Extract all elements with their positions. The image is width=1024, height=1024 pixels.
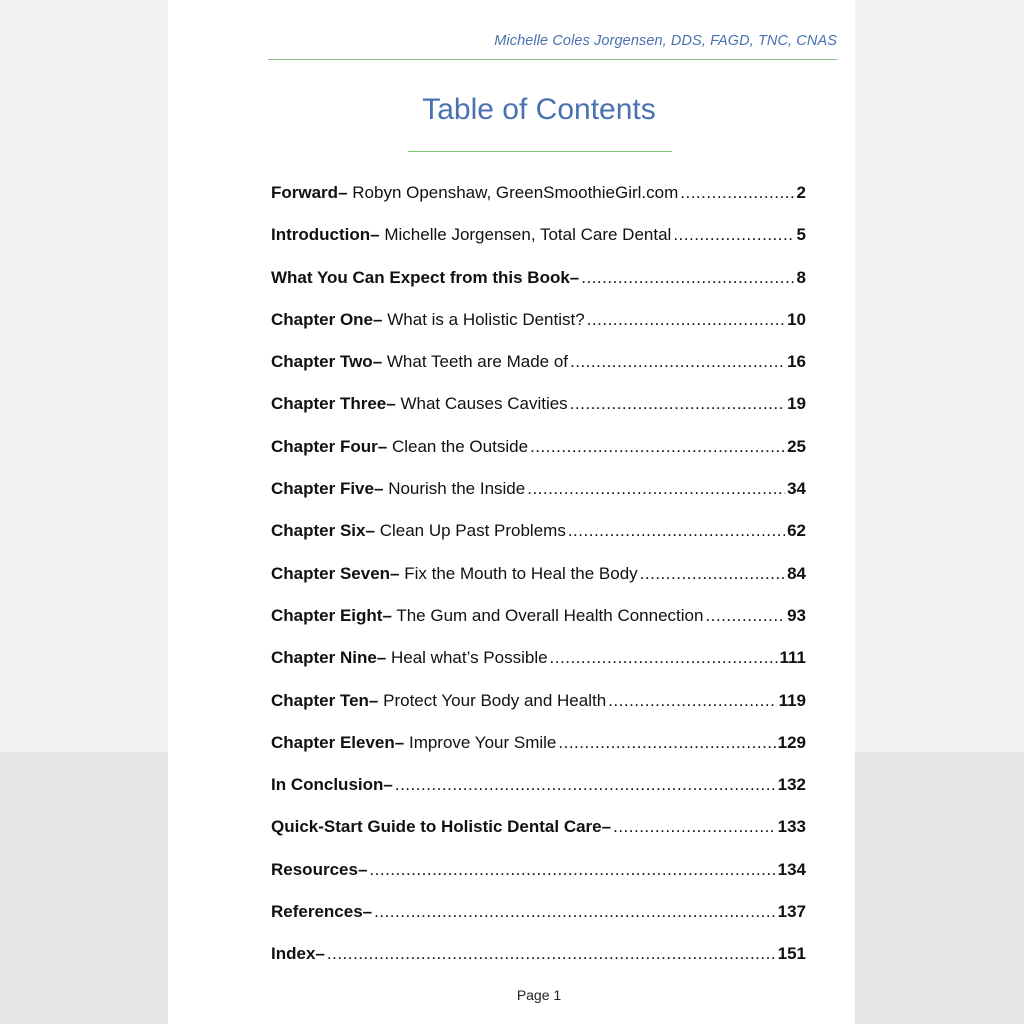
toc-entry-page-number: 5 [796,225,806,245]
toc-entry-heading: What You Can Expect from this Book [271,267,570,287]
toc-entry-dash: – [357,859,368,879]
toc-entry-subtitle: Robyn Openshaw, GreenSmoothieGirl.com [352,183,679,202]
toc-entry-subtitle: What is a Holistic Dentist? [387,309,585,329]
toc-dot-leader [581,268,794,288]
toc-entry-label [271,564,638,584]
toc-entry-page-number: 134 [777,859,806,879]
toc-entry-label [271,606,703,626]
toc-dot-leader [705,606,785,626]
toc-entry[interactable] [271,944,806,986]
toc-entry[interactable] [271,648,806,690]
toc-entry-dash: – [362,902,373,922]
toc-dot-leader [327,944,776,964]
toc-entry-label [271,183,678,203]
toc-entry-page-number: 10 [787,309,806,329]
toc-entry-dash: – [368,690,379,710]
toc-entry-heading: Index [271,944,316,964]
toc-entry-label [271,733,556,753]
toc-entry-heading: Chapter Ten [271,690,369,710]
toc-entry-page-number: 93 [787,605,806,625]
toc-entry-page-number: 16 [787,352,806,372]
toc-entry-dash: – [376,648,387,668]
toc-entry-heading: Chapter Eight [271,605,383,625]
toc-entry-subtitle: What Causes Cavities [400,394,568,414]
page-number: Page 1 [516,987,562,1003]
toc-entry-label [271,394,568,414]
toc-entry-heading: Chapter Two [271,352,373,372]
toc-entry-heading: Chapter One [271,309,374,329]
toc-entry[interactable] [271,860,806,902]
toc-entry-subtitle: Heal what’s Possible [391,648,548,668]
toc-entry-dash: – [373,309,383,329]
toc-entry[interactable] [271,183,806,225]
toc-entry-page-number: 137 [777,902,806,922]
toc-entry-heading: Chapter Eleven [271,732,395,752]
toc-entry-label [271,691,606,711]
toc-entry-page-number: 84 [787,563,806,583]
toc-entry-label [271,352,568,372]
toc-dot-leader [680,183,794,203]
toc-entry-dash: – [382,605,392,625]
toc-entry-heading: References [271,902,363,922]
toc-entry[interactable] [271,775,806,817]
toc-entry-heading: In Conclusion [271,775,384,795]
toc-entry-dash: – [315,944,325,964]
toc-entry-label [271,437,528,457]
toc-entry[interactable] [271,394,806,436]
toc-entry-subtitle: Fix the Mouth to Heal the Body [404,563,638,583]
toc-entry-dash: – [394,732,405,752]
toc-entry-label [271,479,525,499]
toc-entry-subtitle: What Teeth are Made of [386,352,569,372]
toc-entry-page-number: 62 [787,521,806,541]
toc-dot-leader [640,564,785,584]
toc-entry-page-number: 119 [778,690,806,710]
toc-entry-label [271,817,611,837]
toc-entry-heading: Chapter Nine [271,648,377,668]
toc-entry-page-number: 25 [787,436,806,456]
toc-entry-heading: Forward [271,183,339,202]
toc-entry[interactable] [271,817,806,859]
toc-entry-subtitle: Protect Your Body and Health [383,690,607,710]
toc-dot-leader [374,902,775,922]
toc-entry-page-number: 133 [777,817,806,837]
toc-entry[interactable] [271,521,806,563]
document-page [168,0,855,1024]
toc-entry-subtitle: Clean the Outside [391,436,529,456]
toc-entry-label [271,268,579,288]
toc-entry-dash: – [370,225,380,245]
header-divider [268,59,837,60]
toc-entry-heading: Chapter Three [271,394,387,414]
toc-entry-dash: – [338,183,348,202]
toc-entry-dash: – [386,394,396,414]
toc-entry-page-number: 151 [777,944,806,964]
toc-entry-dash: – [383,775,393,795]
table-of-contents [271,183,806,987]
toc-entry-page-number: 8 [796,267,806,287]
toc-entry[interactable] [271,225,806,267]
toc-entry[interactable] [271,479,806,521]
toc-entry-subtitle: Clean Up Past Problems [379,521,566,541]
toc-entry[interactable] [271,564,806,606]
toc-entry-heading: Chapter Seven [271,563,391,583]
toc-entry-dash: – [390,563,400,583]
toc-entry-page-number: 19 [787,394,806,414]
toc-entry-label [271,775,393,795]
toc-entry[interactable] [271,691,806,733]
toc-entry-label [271,860,367,880]
toc-dot-leader [570,394,785,414]
page-title: Table of Contents [422,93,656,126]
toc-entry-dash: – [365,521,375,541]
toc-entry-heading: Quick-Start Guide to Holistic Dental Care [271,817,602,837]
toc-entry-heading: Chapter Four [271,436,378,456]
toc-entry-subtitle: Improve Your Smile [408,732,557,752]
toc-entry-label [271,521,566,541]
toc-entry[interactable] [271,268,806,310]
toc-dot-leader [550,648,778,668]
title-divider [408,151,672,152]
toc-entry-label [271,225,671,245]
toc-entry-heading: Chapter Six [271,521,366,541]
toc-entry-label [271,310,585,330]
toc-entry-subtitle: Nourish the Inside [388,479,526,499]
toc-dot-leader [568,521,785,541]
toc-entry-label [271,944,325,964]
toc-entry-page-number: 2 [796,183,806,202]
toc-entry-subtitle: Michelle Jorgensen, Total Care Dental [384,225,672,245]
toc-entry-page-number: 111 [779,648,806,668]
header-author: Michelle Coles Jorgensen, DDS, FAGD, TNC, CNAS [494,33,837,49]
toc-dot-leader [395,775,776,795]
toc-entry-label [271,648,548,668]
toc-dot-leader [527,479,785,499]
toc-entry-heading: Introduction [271,225,371,245]
toc-entry[interactable] [271,352,806,394]
toc-entry[interactable] [271,606,806,648]
toc-entry-dash: – [569,267,580,287]
toc-dot-leader [558,733,775,753]
toc-entry-page-number: 34 [787,479,806,499]
toc-dot-leader [673,225,794,245]
toc-dot-leader [530,437,785,457]
toc-entry[interactable] [271,437,806,479]
toc-entry[interactable] [271,902,806,944]
toc-dot-leader [369,860,775,880]
toc-entry-dash: – [601,817,612,837]
toc-entry-heading: Resources [271,859,358,879]
toc-entry-dash: – [373,479,384,499]
toc-dot-leader [587,310,785,330]
toc-entry-page-number: 129 [777,732,806,752]
toc-dot-leader [608,691,776,711]
toc-entry-dash: – [372,352,383,372]
toc-entry-heading: Chapter Five [271,479,374,499]
toc-entry[interactable] [271,733,806,775]
toc-entry-page-number: 132 [777,775,806,795]
toc-dot-leader [570,352,785,372]
toc-entry[interactable] [271,310,806,352]
toc-entry-subtitle: The Gum and Overall Health Connection [396,605,704,625]
toc-entry-dash: – [377,436,388,456]
toc-dot-leader [613,817,776,837]
toc-entry-label [271,902,372,922]
